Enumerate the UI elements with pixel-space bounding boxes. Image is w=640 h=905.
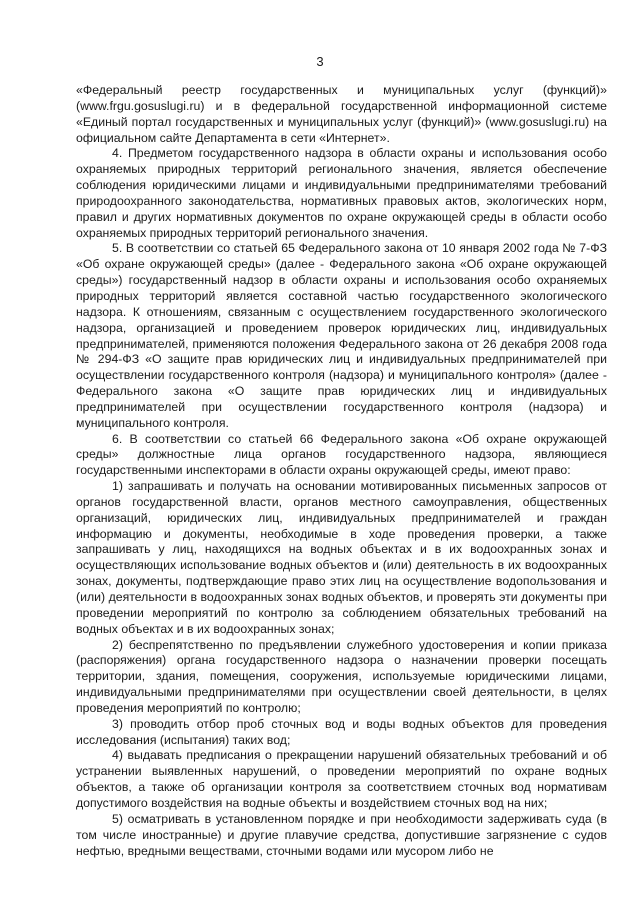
paragraph-item-4: 4. Предметом государственного надзора в области охраны и использования особо охраняемых природных территорий регионального значения, является обеспечение соблюдения юридическими лицами и индивидуальными предпринимателями требований природоохранного законодательства, нормативных правовых актов, экологических норм, правил и других нормативных документов по охране окружающей среды в области особо охраняемых природных территорий регионального значения. (76, 146, 607, 240)
paragraph-item-5: 5. В соответствии со статьей 65 Федерального закона от 10 января 2002 года № 7-ФЗ «Об охране окружающей среды» (далее - Федерального закона «Об охране окружающей среды») государственный надзор в области охраны и использования особо охраняемых природных территорий является составной частью государственного экологического надзора. К отношениям, связанным с осуществлением государственного экологического надзора, организацией и проведением проверок юридических лиц, индивидуальных предпринимателей, применяются положения Федерального закона от 26 декабря 2008 года № 294-ФЗ «О защите прав юридических лиц и индивидуальных предпринимателей при осуществлении государственного контроля (надзора) и муниципального контроля» (далее - Федерального закона «О защите прав юридических лиц и индивидуальных предпринимателей при осуществлении государственного контроля (надзора) и муниципального контроля. (76, 241, 607, 430)
page-number: 3 (316, 54, 324, 69)
paragraph-subitem-3: 3) проводить отбор проб сточных вод и воды водных объектов для проведения исследования (испытания) таких вод; (76, 716, 607, 747)
document-body (76, 83, 607, 859)
paragraph-subitem-1: 1) запрашивать и получать на основании мотивированных письменных запросов от органов государственной власти, органов местного самоуправления, общественных организаций, юридических лиц, индивидуальных предпринимателей и граждан информацию и документы, необходимые в ходе проведения проверки, а также запрашивать у лиц, находящихся на водных объектах и в их водоохранных зонах и осуществляющих использование водных объектов и (или) деятельность в их водоохранных зонах, документы, подтверждающие право этих лиц на осуществление водопользования и (или) деятельности в водоохранных зонах водных объектов, и проверять эти документы при проведении мероприятий по контролю за соблюдением обязательных требований на водных объектах и в их водоохранных зонах; (76, 479, 607, 636)
paragraph-intro: «Федеральный реестр государственных и муниципальных услуг (функций)» (www.frgu.gosuslugi.ru) и в федеральной государственной информационной системе «Единый портал государственных и муниципальных услуг (функций)» (www.gosuslugi.ru) на официальном сайте Департамента в сети «Интернет». (76, 83, 607, 145)
paragraph-subitem-4: 4) выдавать предписания о прекращении нарушений обязательных требований и об устранении выявленных нарушений, о проведении мероприятий по охране водных объектов, а также об организации контроля за соответствием сточных вод нормативам допустимого воздействия на водные объекты и воздействием сточных вод на них; (76, 748, 607, 810)
paragraph-subitem-5: 5) осматривать в установленном порядке и при необходимости задерживать суда (в том числе иностранные) и другие плавучие средства, допустившие загрязнение с судов нефтью, вредными веществами, сточными водами или мусором либо не (76, 811, 607, 858)
paragraph-subitem-2: 2) беспрепятственно по предъявлении служебного удостоверения и копии приказа (распоряжения) органа государственного надзора о назначении проверки посещать территории, здания, помещения, сооружения, используемые юридическими лицами, индивидуальными предпринимателями при осуществлении своей деятельности, в целях проведения мероприятий по контролю; (76, 637, 607, 715)
paragraph-item-6: 6. В соответствии со статьей 66 Федерального закона «Об охране окружающей среды» должностные лица органов государственного надзора, являющиеся государственными инспекторами в области охраны окружающей среды, имеют право: (76, 431, 607, 478)
